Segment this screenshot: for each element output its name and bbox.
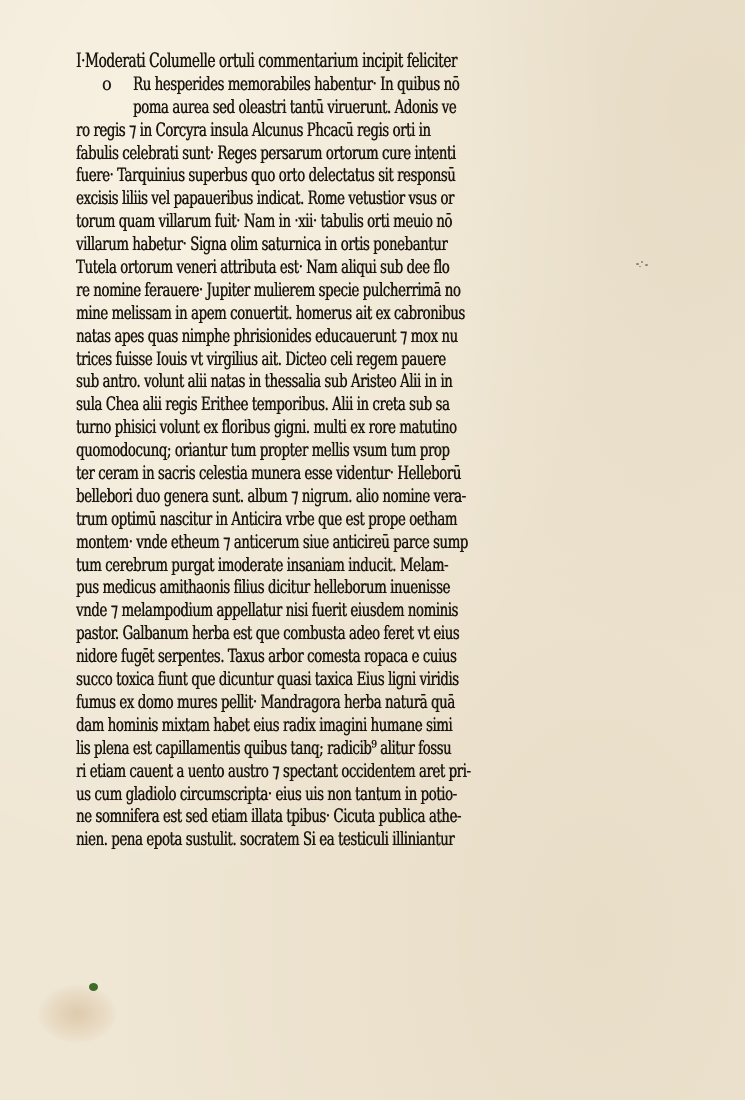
- text-line: poma aurea sed oleastri tantū viruerunt. Adonis ve: [133, 95, 457, 118]
- text-line: Ru hesperides memorabiles habentur· In quibus nō: [133, 72, 460, 95]
- ink-speck: [89, 983, 98, 991]
- text-line: mine melissam in apem conuertit. homerus ait ex cabronibus: [76, 301, 465, 324]
- text-line: nidore fugēt serpentes. Taxus arbor comesta ropaca e cuius: [76, 645, 457, 668]
- guide-letter: o: [102, 73, 112, 95]
- text-line: fabulis celebrati sunt· Reges persarum ortorum cure intenti: [76, 141, 456, 164]
- text-line: trum optimū nascitur in Anticira vrbe que est prope oetham: [76, 507, 457, 530]
- text-line: trices fuisse Iouis vt virgilius ait. Dicteo celi regem pauere: [76, 347, 446, 370]
- text-line: ro regis ⁊ in Corcyra insula Alcunus Phcacū regis orti in: [76, 118, 431, 141]
- text-line: ne somnifera est sed etiam illata tpibus· Cicuta publica athe-: [76, 805, 461, 828]
- text-line: villarum habetur· Signa olim saturnica in ortis ponebantur: [76, 233, 448, 256]
- paper-mark: [634, 258, 650, 270]
- text-line: pastor. Galbanum herba est que combusta adeo feret vt eius: [76, 622, 460, 645]
- text-line: I·Moderati Columelle ortuli commentarium incipit feliciter: [76, 49, 457, 72]
- text-line: bellebori duo genera sunt. album ⁊ nigrum. alio nomine vera-: [76, 484, 466, 507]
- text-line: turno phisici volunt ex floribus gigni. multi ex rore matutino: [76, 416, 457, 439]
- text-line: lis plena est capillamentis quibus tanq; radicib⁹ alitur fossu: [76, 736, 452, 759]
- text-line: dam hominis mixtam habet eius radix imagini humane simi: [76, 713, 453, 736]
- text-line: tum cerebrum purgat imoderate insaniam inducit. Melam-: [76, 553, 449, 576]
- text-line: natas apes quas nimphe phrisionides educauerunt ⁊ mox nu: [76, 324, 458, 347]
- text-line: quomodocunq; oriantur tum propter mellis vsum tum prop: [76, 439, 450, 462]
- paper-stain: [38, 985, 116, 1043]
- text-line: pus medicus amithaonis filius dicitur helleborum inuenisse: [76, 576, 450, 599]
- text-line: vnde ⁊ melampodium appellatur nisi fuerit eiusdem nominis: [76, 599, 458, 622]
- text-line: ter ceram in sacris celestia munera esse videntur· Helleborū: [76, 462, 461, 485]
- text-line: fumus ex domo mures pellit· Mandragora herba naturā quā: [76, 690, 455, 713]
- text-line: succo toxica fiunt que dicuntur quasi taxica Eius ligni viridis: [76, 668, 459, 691]
- text-line: sub antro. volunt alii natas in thessalia sub Aristeo Alii in in: [76, 370, 453, 393]
- text-line: excisis liliis vel papaueribus indicat. Rome vetustior vsus or: [76, 187, 454, 210]
- text-line: fuere· Tarquinius superbus quo orto delectatus sit responsū: [76, 164, 456, 187]
- text-line: ri etiam cauent a uento austro ⁊ spectant occidentem aret pri-: [76, 759, 471, 782]
- text-line: montem· vnde etheum ⁊ anticerum siue anticireū parce sump: [76, 530, 468, 553]
- text-line: torum quam villarum fuit· Nam in ·xii· tabulis orti meuio nō: [76, 210, 452, 233]
- text-line: us cum gladiolo circumscripta· eius uis non tantum in potio-: [76, 782, 457, 805]
- text-line: sula Chea alii regis Erithee temporibus. Alii in creta sub sa: [76, 393, 450, 416]
- text-line: re nomine ferauere· Jupiter mulierem specie pulcherrimā no: [76, 278, 461, 301]
- text-line: nien. pena epota sustulit. socratem Si ea testiculi illiniantur: [76, 828, 455, 851]
- text-column: [76, 50, 601, 851]
- text-line: Tutela ortorum veneri attributa est· Nam aliqui sub dee flo: [76, 256, 450, 279]
